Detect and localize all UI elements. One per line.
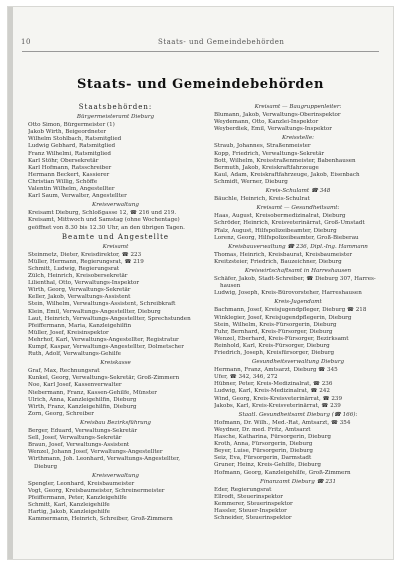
subsection-heading: Kreisamt — Gesundheitsamt:	[256, 205, 340, 212]
directory-entry: Hermann, Franz, Amtsarzt, Dieburg ☎ 345	[214, 367, 338, 374]
directory-entry: Spengler, Leonhard, Kreisbaumeister	[28, 480, 135, 487]
directory-entry: Reinhold, Karl, Kreis-Fürsorger, Dieburg	[214, 342, 330, 349]
directory-entry: Wenzel, Johann Josef, Verwaltungs-Angestellter	[28, 449, 163, 456]
directory-entry: Bott, Wilhelm, Kreisstraßenmeister, Babenhausen	[214, 157, 356, 164]
running-title: Staats- und Gemeindebehörden	[158, 38, 285, 46]
directory-entry: Pfalz, August, Hilfspolizeibeamter, Dieburg	[214, 227, 337, 234]
directory-entry: Ruth, Adolf, Verwaltungs-Gehilfe	[28, 351, 121, 358]
directory-entry: Schmitt, Ludwig, Regierungsrat	[28, 265, 120, 272]
directory-entry: Wirthmann, Joh. Leonhard, Verwaltungs-Angestellter,	[28, 456, 181, 463]
directory-entry: Hartig, Jakob, Kanzleigehilfe	[28, 509, 110, 516]
directory-entry: Vogt, Georg, Kreisbaumeister, Schreinermeister	[28, 487, 165, 494]
directory-entry: Niebermann, Franz, Kassen-Gehilfe, Münster	[28, 389, 157, 396]
directory-entry: Dieburg	[34, 463, 58, 470]
subsection-heading: Gesundheitsverwaltung Dieburg	[251, 359, 345, 366]
page-number: 10	[21, 38, 31, 46]
directory-entry: Franz Wilhelmi, Ratsmitglied	[28, 150, 111, 157]
directory-entry: Ludwig, Karl, Kreis-Medizinalrat, ☎ 242	[214, 388, 330, 395]
directory-entry: Kumpf, Kaspar, Verwaltungs-Angestellter, Dolmetscher	[28, 344, 184, 350]
directory-entry: Berger, Eduard, Verwaltungs-Sekretär	[28, 428, 138, 435]
directory-entry: Laut, Heinrich, Verwaltungs-Angestellter, Sprechstunden	[28, 315, 191, 322]
directory-entry: Schäfer, Jakob, Stadt-Schreiber, ☎ Dieburg 307, Harres-	[214, 276, 376, 283]
subsection-heading: Kreisverwaltung	[92, 472, 139, 479]
subsection-heading: Kreisamt	[102, 243, 129, 250]
directory-entry: Schröder, Heinrich, Kreisveterinärrat, Groß-Umstadt	[214, 220, 365, 227]
directory-entry: Zorn, Georg, Schreiber	[28, 410, 94, 417]
directory-entry: Kemmerer, Steuerinspektor	[214, 500, 293, 507]
directory-entry: Lorenz, Georg, Hilfspolizeibeamter, Groß-Bieberau	[214, 234, 359, 241]
directory-entry: Kammermann, Heinrich, Schreiber, Groß-Zimmern	[28, 516, 173, 523]
directory-entry: Kaul, Adam, Kreiskraftfahrzeuge, Jakob, Eisenbach	[214, 171, 360, 178]
subsection-heading: Kreisamt — Baugruppenleiter:	[254, 104, 342, 110]
directory-entry: Stein, Wilhelm, Kreis-Fürsorgerin, Dieburg	[214, 321, 337, 328]
directory-entry: Hassler, Steuer-Inspektor	[214, 507, 287, 514]
directory-entry: Pfeiffermann, Maria, Kanzleigehilfin	[28, 322, 132, 329]
directory-entry: Jakobs, Karl, Kreis-Kreisveterinärrat, ☎ 239	[214, 402, 341, 409]
directory-entry: Schmidt, Werner, Dieburg	[214, 178, 288, 185]
left-column	[28, 102, 203, 523]
directory-entry: Graf, Max, Rechnungsrat	[28, 368, 100, 375]
directory-entry: Ulrich, Anna, Kanzleigehilfin, Dieburg	[28, 396, 137, 403]
directory-entry: Stein, Wilhelm, Verwaltungs-Assistent, Schreibkraft	[28, 301, 176, 308]
directory-entry: Kroth, Anna, Fürsorgerin, Dieburg	[214, 441, 313, 448]
directory-entry: Hübner, Peter, Kreis-Medizinalrat, ☎ 236	[214, 381, 333, 388]
directory-entry: Bachmann, Josef, Kreisjugendpfleger, Dieburg ☎ 218	[214, 307, 367, 314]
directory-entry: Wirth, Franz, Kanzleigehilfin, Dieburg	[28, 403, 137, 410]
directory-entry: Beyer, Luise, Fürsorgerin, Dieburg	[214, 448, 313, 455]
directory-entry: Straub, Johannes, Straßenmeister	[214, 143, 311, 150]
directory-entry: Christian Willig, Schöffe	[28, 178, 98, 185]
directory-entry: Kreisamt Dieburg, Schloßgasse 12, ☎ 216 und 219.	[28, 210, 177, 217]
directory-entry: Lilienthal, Otto, Verwaltungs-Inspektor	[28, 280, 140, 287]
directory-entry: Karl Saum, Verwalter, Angestellter	[28, 193, 127, 200]
directory-entry: Weydner, Dr. med. Fritz, Amtsarzt	[214, 426, 311, 433]
directory-entry: Fuhr, Bernhard, Kreis-Fürsorger, Dieburg	[214, 328, 333, 335]
directory-entry: Sell, Josef, Verwaltungs-Sekretär	[28, 435, 122, 442]
subsection-heading: Kreisstelle:	[281, 135, 315, 142]
directory-entry: Ellrodt, Steuerinspektor	[214, 493, 283, 500]
directory-entry: Müller, Josef, Kreisinspektor	[28, 329, 109, 336]
subsection-heading: Kreiskasse	[100, 360, 131, 367]
subsection-heading: Finanzamt Dieburg ☎ 231	[259, 478, 337, 485]
directory-entry: Blumann, Jakob, Verwaltungs-Oberinspektor	[214, 112, 341, 119]
directory-entry: Schmitt, Karl, Kanzleigehilfe	[28, 501, 110, 508]
directory-entry: Friedrich, Joseph, Kreisfürsorger, Dieburg	[214, 350, 335, 356]
directory-entry: Braun, Josef, Verwaltungs-Assistent	[28, 442, 130, 449]
directory-entry: Zülch, Heinrich, Kreisobersekretär	[28, 273, 128, 280]
scanned-page	[7, 6, 394, 560]
directory-entry: Wirth, Georg, Verwaltungs-Sekretär	[28, 287, 131, 294]
directory-entry: Karl Stöhr, Obersekretär	[28, 157, 99, 164]
subsection-heading: Bürgermeisteramt Dieburg	[76, 114, 155, 121]
directory-entry: Kreitzsteier, Friedrich, Bauzeichner, Dieburg	[214, 258, 342, 265]
directory-entry: geöffnet von 8.30 bis 12.30 Uhr, an den übrigen Tagen.	[28, 224, 185, 231]
subsection-heading: Kreiswirtschaftsamt in Harreshausen	[244, 267, 352, 274]
subsection-heading: Kreis-Schulamt ☎ 348	[265, 188, 331, 195]
directory-entry: Wenzel, Eberhard, Kreis-Fürsorger, Bezirksamt	[214, 335, 349, 342]
directory-entry: Schneider, Steuerinspektor	[214, 515, 292, 522]
directory-entry: Hasche, Katharina, Fürsorgerin, Dieburg	[214, 434, 331, 441]
directory-entry: Ufer, ☎ 342, 346, 272	[214, 374, 278, 381]
directory-entry: Karl Hofmann, Ratsschreiber	[28, 164, 112, 171]
directory-entry: Weyberdiek, Emil, Verwaltungs-Inspektor	[214, 126, 332, 133]
directory-entry: Jakob Wirth, Beigeordneter	[28, 129, 107, 136]
header-rule	[22, 51, 379, 52]
directory-entry: Valentin Wilhelm, Angestellter	[28, 186, 115, 193]
directory-entry: Hofmann, Dr. Wilh., Med.-Rat, Amtsarzt, ☎ 354	[214, 419, 351, 426]
subsection-heading: Staatl. Gesundheitsamt Dieburg (☎ 166):	[238, 411, 358, 418]
directory-entry: Wind, Georg, Kreis-Kreisveterinärrat, ☎ 239	[214, 395, 343, 402]
subsection-heading: Kreisbau Bezirksführung	[80, 419, 151, 426]
right-column	[214, 102, 382, 522]
directory-entry: Bäuchle, Heinrich, Kreis-Schulrat	[214, 196, 310, 203]
directory-entry: Winklegier, Josef, Kreisjugendpflegerin, Dieburg	[214, 314, 352, 321]
directory-entry: Haas, August, Kreisobermedizinalrat, Dieburg	[214, 213, 346, 220]
subsection-heading: Kreisbauverwaltung ☎ 236, Dipl.-Ing. Hammann	[228, 243, 368, 250]
directory-entry: Noe, Karl Josef, Kassenverwalter	[28, 382, 122, 389]
directory-entry: Eder, Regierungsrat	[214, 486, 272, 493]
subsection-heading: Kreis-Jugendamt	[274, 299, 322, 306]
section-heading: Beamte und Angestellte	[61, 232, 170, 241]
section-heading: Staatsbehörden:	[78, 103, 153, 111]
directory-entry: Steinmetz, Dieter, Kreisdirektor, ☎ 223	[28, 251, 142, 258]
directory-entry: Seiz, Eva, Fürsorgerin, Darmstadt	[214, 455, 312, 462]
directory-entry: Müller, Hermann, Regierungsrat, ☎ 219	[28, 258, 144, 265]
directory-entry: hausen	[220, 283, 241, 290]
directory-entry: Hofmann, Georg, Kanzleigehilfe, Groß-Zimmern	[214, 469, 351, 476]
page-title: Staats- und Gemeindebehörden	[76, 77, 325, 92]
directory-entry: Kunkel, Georg, Verwaltungs-Sekretär, Groß-Zimmern	[28, 375, 180, 382]
directory-entry: Ludwig Gebhard, Ratsmitglied	[28, 143, 116, 150]
directory-entry: Pfeiffermann, Peter, Kanzleigehilfe	[28, 494, 127, 501]
directory-entry: Ludwig, Joseph, Kreis-Bürovorsteher, Harreshausen	[214, 290, 362, 297]
directory-entry: Klein, Emil, Verwaltungs-Angestellter, Dieburg	[28, 308, 161, 315]
directory-entry: Mehrhof, Karl, Verwaltungs-Angestellter, Registratur	[28, 336, 179, 343]
directory-entry: Wilhelm Stohlbach, Ratsmitglied	[28, 136, 122, 143]
directory-entry: Kopp, Friedrich, Verwaltungs-Sekretär	[214, 150, 325, 157]
directory-entry: Otto Simon, Bürgermeister (1)	[28, 122, 115, 129]
subsection-heading: Kreisverwaltung	[92, 202, 139, 209]
directory-entry: Thomas, Heinrich, Kreisbaurat, Kreisbaumeister	[214, 251, 353, 258]
directory-entry: Keller, Jakob, Verwaltungs-Assistent	[28, 294, 131, 301]
directory-entry: Kreisamt, Mittwoch und Samstag (ohne Wochentage)	[28, 217, 180, 224]
directory-entry: Weydemann, Otto, Kanzlei-Inspektor	[214, 119, 319, 126]
directory-entry: Bermuth, Jakob, Kreiskraftfahrzeuge	[214, 164, 319, 171]
directory-entry: Gruner, Heinz, Kreis-Gehilfe, Dieburg	[214, 462, 321, 469]
directory-entry: Hermann Beckert, Kassierer	[28, 171, 110, 178]
